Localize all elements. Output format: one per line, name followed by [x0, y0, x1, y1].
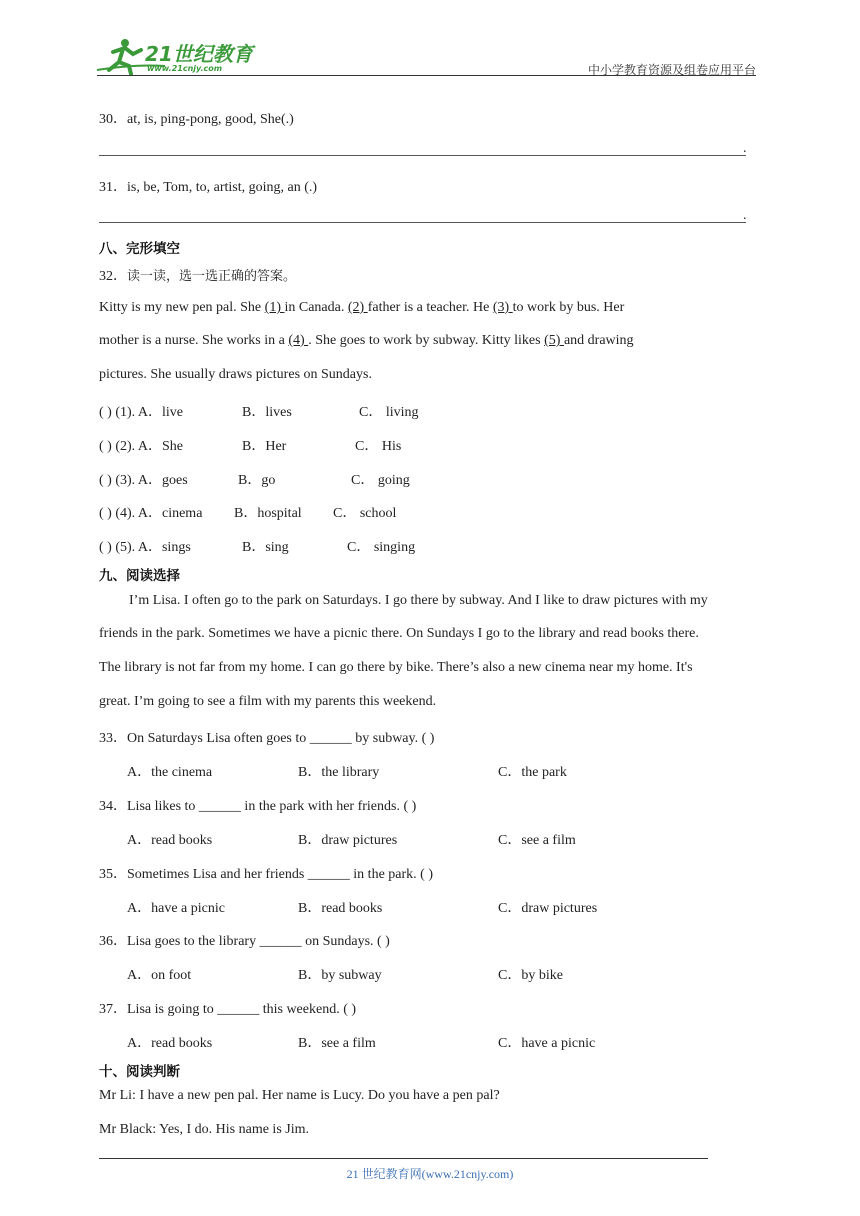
option-b[interactable]: B．draw pictures — [298, 833, 398, 848]
header-divider — [97, 75, 756, 76]
cloze-blank-1[interactable]: (1) — [264, 300, 285, 315]
platform-name: 中小学教育资源及组卷应用平台 — [587, 63, 756, 77]
option-a[interactable]: A．have a picnic — [127, 901, 225, 916]
passage-line: great. I’m going to see a film with my parents this weekend. — [99, 694, 437, 709]
dialogue-line: Mr Li: I have a new pen pal. Her name is Lucy. Do you have a pen pal? — [99, 1088, 500, 1103]
cloze-text: to work by bus. Her — [512, 300, 625, 315]
section-title-8: 八、完形填空 — [99, 241, 180, 257]
question-stem: 34．Lisa likes to ______ in the park with her friends. ( ) — [99, 799, 417, 814]
option-a[interactable]: A．the cinema — [127, 765, 213, 780]
question-number: 31． — [99, 180, 127, 195]
cloze-blank-5[interactable]: (5) — [544, 333, 564, 348]
option-c[interactable]: C．draw pictures — [498, 901, 598, 916]
site-logo — [95, 36, 265, 76]
answer-line-31[interactable] — [99, 222, 746, 223]
option-row-label[interactable]: ( ) (2). A．She — [99, 439, 183, 454]
option-b[interactable]: B．sing — [242, 540, 289, 555]
option-b[interactable]: B．the library — [298, 765, 380, 780]
logo-text: 21世纪教育 — [145, 42, 253, 66]
option-row-label[interactable]: ( ) (5). A．sings — [99, 540, 191, 555]
cloze-text: . She goes to work by subway. Kitty likes — [308, 333, 545, 348]
option-b[interactable]: B．hospital — [234, 506, 302, 521]
cloze-blank-4[interactable]: (4) — [288, 333, 309, 348]
passage-line: The library is not far from my home. I can go there by bike. There’s also a new cinema near my home. It's — [99, 660, 693, 675]
question-instruction: 读一读，选一选正确的答案。 — [127, 269, 297, 284]
question-text: at, is, ping-pong, good, She(.) — [127, 112, 294, 127]
cloze-text: in Canada. — [284, 300, 348, 315]
option-c[interactable]: C． school — [333, 506, 397, 521]
cloze-text: and drawing — [563, 333, 634, 348]
option-c[interactable]: C． His — [355, 439, 402, 454]
option-c[interactable]: C．see a film — [498, 833, 576, 848]
option-c[interactable]: C． going — [351, 473, 410, 488]
question-31 — [99, 176, 317, 196]
cloze-text: mother is a nurse. She works in a — [99, 333, 289, 348]
question-stem: 35．Sometimes Lisa and her friends ______ in the park. ( ) — [99, 867, 433, 882]
cloze-blank-2[interactable]: (2) — [347, 300, 368, 315]
option-b[interactable]: B．Her — [242, 439, 287, 454]
question-number: 30． — [99, 112, 127, 127]
question-32-header — [99, 265, 296, 285]
answer-period: . — [743, 208, 747, 223]
option-b[interactable]: B．see a film — [298, 1036, 376, 1051]
option-a[interactable]: A．on foot — [127, 968, 192, 983]
question-text: is, be, Tom, to, artist, going, an (.) — [127, 180, 318, 195]
footer-link[interactable]: 21 世纪教育网(www.21cnjy.com) — [346, 1167, 514, 1181]
option-row-label[interactable]: ( ) (3). A．goes — [99, 473, 188, 488]
passage-line: friends in the park. Sometimes we have a picnic there. On Sundays I go to the library and read books there. — [99, 626, 699, 641]
option-a[interactable]: A．read books — [127, 1036, 213, 1051]
answer-period: . — [743, 141, 747, 156]
section-title-9: 九、阅读选择 — [99, 568, 180, 584]
answer-line-30[interactable] — [99, 155, 746, 156]
cloze-line-1 — [99, 300, 624, 316]
question-stem: 37．Lisa is going to ______ this weekend. ( ) — [99, 1002, 357, 1017]
dialogue-line: Mr Black: Yes, I do. His name is Jim. — [99, 1122, 309, 1137]
question-stem: 36．Lisa goes to the library ______ on Sundays. ( ) — [99, 934, 390, 949]
option-row-label[interactable]: ( ) (4). A．cinema — [99, 506, 203, 521]
section-title-10: 十、阅读判断 — [99, 1064, 180, 1080]
passage-line: I’m Lisa. I often go to the park on Saturdays. I go there by subway. And I like to draw pictures with my — [129, 593, 708, 608]
footer-divider — [99, 1158, 708, 1159]
cloze-line-3: pictures. She usually draws pictures on Sundays. — [99, 367, 372, 382]
option-a[interactable]: A．read books — [127, 833, 213, 848]
cloze-line-2 — [99, 333, 634, 349]
option-b[interactable]: B．go — [238, 473, 276, 488]
logo-url: www.21cnjy.com — [147, 64, 223, 73]
option-b[interactable]: B．by subway — [298, 968, 382, 983]
option-c[interactable]: C． singing — [347, 540, 416, 555]
option-c[interactable]: C．the park — [498, 765, 567, 780]
option-b[interactable]: B．lives — [242, 405, 292, 420]
option-c[interactable]: C．have a picnic — [498, 1036, 596, 1051]
question-30 — [99, 108, 294, 128]
option-c[interactable]: C． living — [359, 405, 419, 420]
option-b[interactable]: B．read books — [298, 901, 383, 916]
option-row-label[interactable]: ( ) (1). A．live — [99, 405, 183, 420]
question-number: 32． — [99, 269, 127, 284]
cloze-text: Kitty is my new pen pal. She — [99, 300, 265, 315]
option-c[interactable]: C．by bike — [498, 968, 563, 983]
question-stem: 33．On Saturdays Lisa often goes to ______ by subway. ( ) — [99, 731, 435, 746]
cloze-blank-3[interactable]: (3) — [492, 300, 513, 315]
cloze-text: father is a teacher. He — [367, 300, 493, 315]
